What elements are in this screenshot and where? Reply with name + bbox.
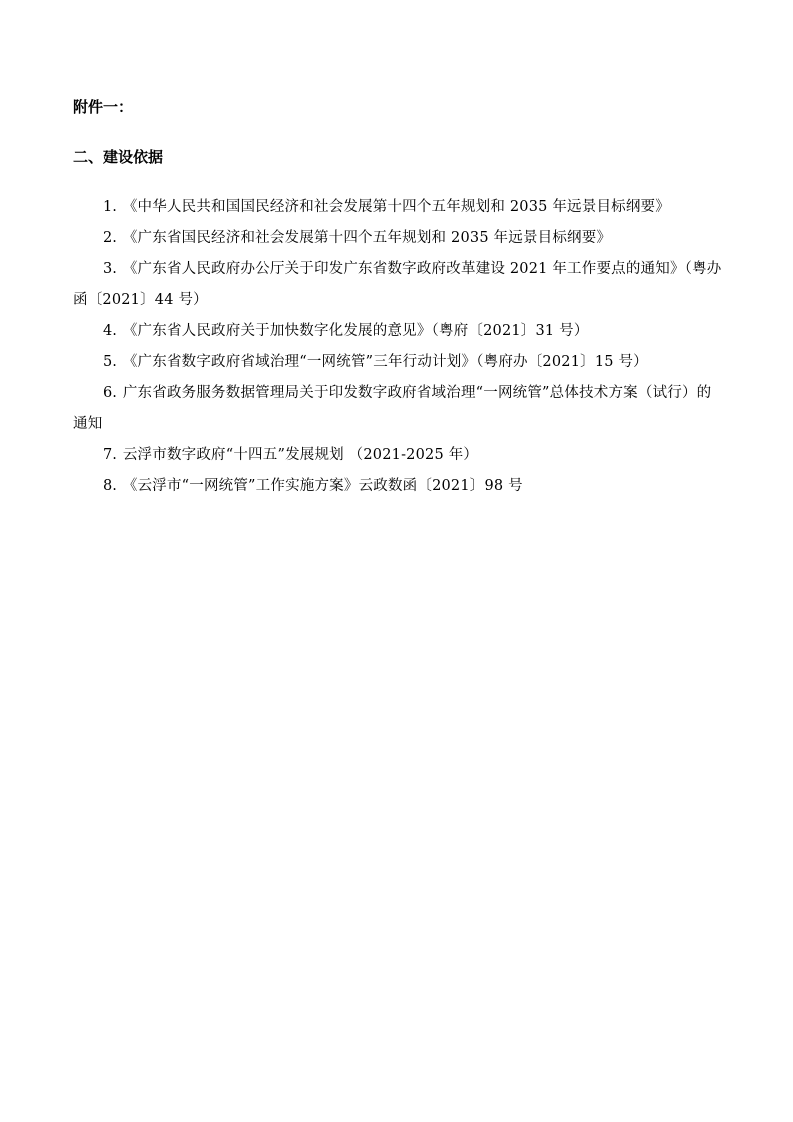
list-item-text: 《广东省人民政府办公厅关于印发广东省数字政府改革建设 2021 年工作要点的通知》（粤办函〔2021〕44 号）: [73, 261, 722, 308]
section-title: 二、建设依据: [73, 148, 164, 166]
list-item-text: 云浮市数字政府“十四五”发展规划 （2021-2025 年）: [122, 447, 479, 463]
list-item-text: 《中华人民共和国国民经济和社会发展第十四个五年规划和 2035 年远景目标纲要》: [122, 199, 670, 215]
list-item: [73, 471, 725, 502]
list-item-number: 6.: [103, 385, 117, 401]
list-item-text: 《云浮市“一网统管”工作实施方案》云政数函〔2021〕98 号: [122, 478, 523, 494]
list-item-text: 《广东省国民经济和社会发展第十四个五年规划和 2035 年远景目标纲要》: [122, 230, 612, 246]
list-item: [73, 440, 725, 471]
list-item: [73, 254, 725, 316]
list-item-text: 《广东省人民政府关于加快数字化发展的意见》（粤府〔2021〕31 号）: [122, 323, 589, 339]
list-item-number: 7.: [103, 447, 117, 463]
list-item: [73, 223, 725, 254]
list-item-number: 3.: [103, 261, 117, 277]
list-item-number: 8.: [103, 478, 117, 494]
list-item: [73, 192, 725, 223]
list-item: [73, 316, 725, 347]
list-item: [73, 347, 725, 378]
list-item-number: 5.: [103, 354, 117, 370]
list-item-text: 《广东省数字政府省域治理“一网统管”三年行动计划》（粤府办〔2021〕15 号）: [122, 354, 648, 370]
list-item-text: 广东省政务服务数据管理局关于印发数字政府省域治理“一网统管”总体技术方案（试行）的通知: [73, 385, 712, 432]
list-item-number: 2.: [103, 230, 117, 246]
list-item-number: 4.: [103, 323, 117, 339]
list-item-number: 1.: [103, 199, 117, 215]
attachment-label: 附件一：: [73, 98, 134, 116]
list-item: [73, 378, 725, 440]
